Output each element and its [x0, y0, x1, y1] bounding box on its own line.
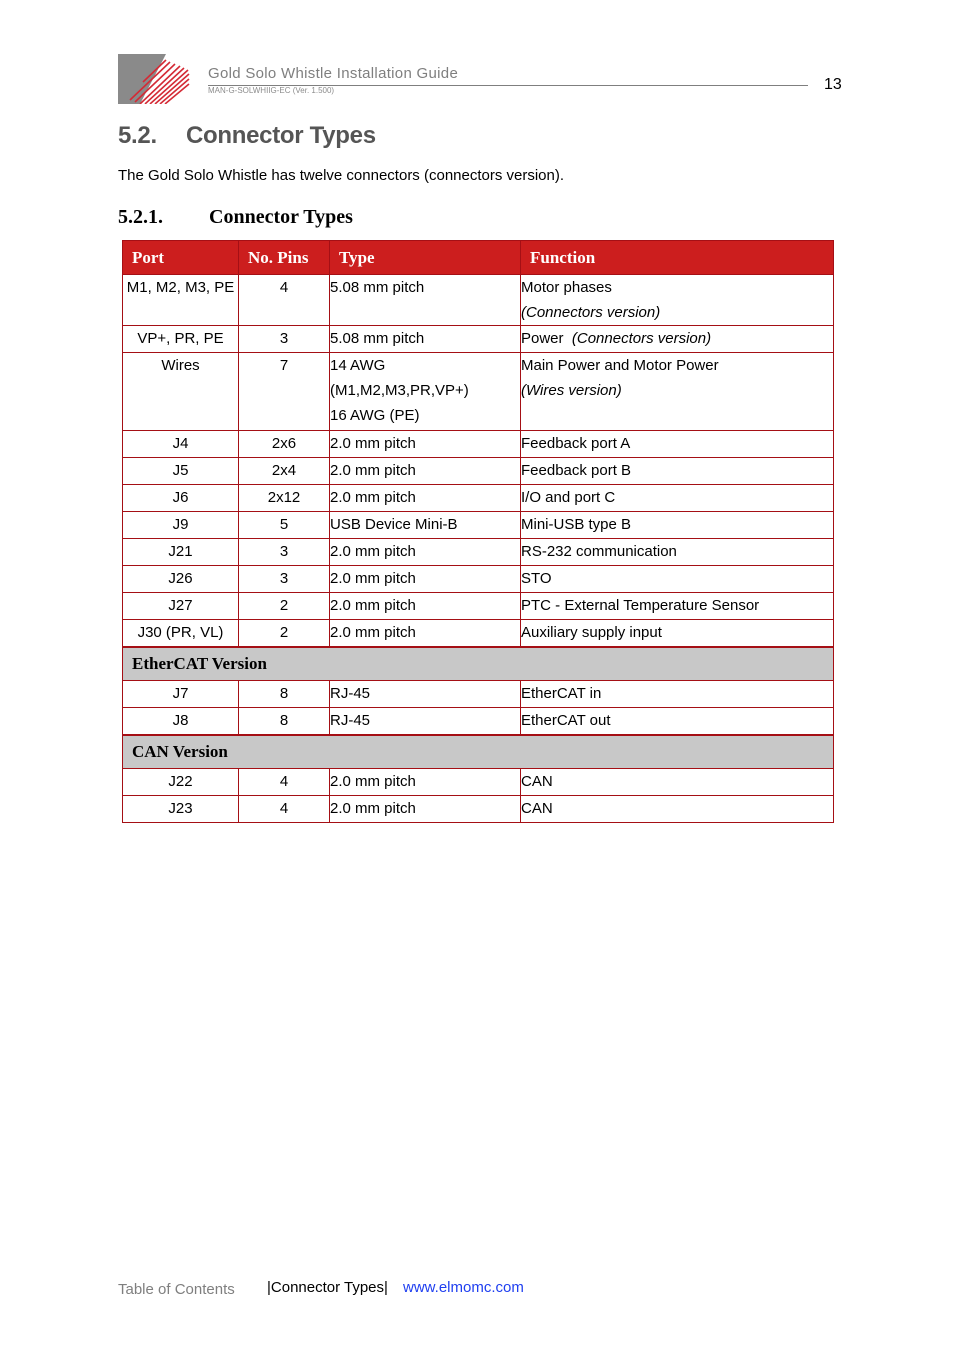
- cell-port: J7: [123, 681, 239, 708]
- cell-function: CAN: [521, 769, 834, 796]
- function-note: (Connectors version): [571, 330, 712, 347]
- type-line: 16 AWG (PE): [330, 407, 420, 424]
- cell-type: 2.0 mm pitch: [330, 431, 521, 458]
- cell-type: 2.0 mm pitch: [330, 485, 521, 512]
- section-number: 5.2.: [118, 122, 157, 149]
- cell-pins: 2x6: [239, 431, 330, 458]
- cell-function: Auxiliary supply input: [521, 620, 834, 648]
- cell-pins: 5: [239, 512, 330, 539]
- cell-function: [521, 275, 834, 326]
- table-row: [123, 566, 834, 593]
- cell-type: RJ-45: [330, 681, 521, 708]
- function-text: Power: [521, 330, 564, 347]
- column-header-function: Function: [521, 241, 834, 275]
- cell-function: CAN: [521, 796, 834, 823]
- cell-pins: 4: [239, 769, 330, 796]
- cell-port: J22: [123, 769, 239, 796]
- function-note: (Wires version): [521, 382, 622, 399]
- cell-port: J26: [123, 566, 239, 593]
- table-row: [123, 681, 834, 708]
- cell-pins: 2x4: [239, 458, 330, 485]
- cell-pins: 2: [239, 593, 330, 620]
- table-row: [123, 353, 834, 431]
- cell-type: 2.0 mm pitch: [330, 769, 521, 796]
- section-row-ethercat: [123, 647, 834, 681]
- cell-function: EtherCAT in: [521, 681, 834, 708]
- cell-pins: 2x12: [239, 485, 330, 512]
- cell-function: RS-232 communication: [521, 539, 834, 566]
- cell-function: Feedback port A: [521, 431, 834, 458]
- cell-type: 2.0 mm pitch: [330, 566, 521, 593]
- footer-website-link[interactable]: www.elmomc.com: [403, 1279, 524, 1296]
- cell-function: STO: [521, 566, 834, 593]
- cell-type: USB Device Mini-B: [330, 512, 521, 539]
- cell-port: J4: [123, 431, 239, 458]
- column-header-type: Type: [330, 241, 521, 275]
- cell-function: [521, 326, 834, 353]
- table-row: [123, 796, 834, 823]
- column-header-pins: No. Pins: [239, 241, 330, 275]
- table-row: [123, 539, 834, 566]
- cell-function: I/O and port C: [521, 485, 834, 512]
- cell-pins: 7: [239, 353, 330, 431]
- function-text: Main Power and Motor Power: [521, 357, 719, 374]
- cell-type: RJ-45: [330, 708, 521, 736]
- footer-toc-link[interactable]: Table of Contents: [118, 1281, 235, 1298]
- cell-pins: 3: [239, 326, 330, 353]
- table-row: [123, 620, 834, 648]
- cell-port: J23: [123, 796, 239, 823]
- section-row-can: [123, 735, 834, 769]
- table-row: [123, 708, 834, 736]
- cell-function: Mini-USB type B: [521, 512, 834, 539]
- cell-port: M1, M2, M3, PE: [123, 275, 239, 326]
- footer-section: |Connector Types|: [267, 1279, 388, 1296]
- cell-port: J21: [123, 539, 239, 566]
- subsection-number: 5.2.1.: [118, 206, 163, 228]
- header-doc-id: MAN-G-SOLWHIIG-EC (Ver. 1.500): [208, 86, 335, 95]
- table-row: [123, 431, 834, 458]
- function-note: (Connectors version): [521, 304, 661, 321]
- cell-port: VP+, PR, PE: [123, 326, 239, 353]
- section-label: EtherCAT Version: [123, 647, 834, 681]
- cell-type: 5.08 mm pitch: [330, 275, 521, 326]
- subsection-heading: [118, 206, 353, 229]
- function-text: Motor phases: [521, 279, 612, 296]
- cell-function: Feedback port B: [521, 458, 834, 485]
- cell-port: Wires: [123, 353, 239, 431]
- cell-type: 5.08 mm pitch: [330, 326, 521, 353]
- cell-type: 2.0 mm pitch: [330, 796, 521, 823]
- cell-port: J5: [123, 458, 239, 485]
- cell-pins: 3: [239, 539, 330, 566]
- cell-pins: 8: [239, 681, 330, 708]
- cell-type: 2.0 mm pitch: [330, 593, 521, 620]
- cell-pins: 4: [239, 796, 330, 823]
- cell-port: J30 (PR, VL): [123, 620, 239, 648]
- cell-port: J27: [123, 593, 239, 620]
- cell-port: J6: [123, 485, 239, 512]
- cell-type: 2.0 mm pitch: [330, 620, 521, 648]
- table-header-row: [123, 241, 834, 275]
- cell-type: [330, 353, 521, 431]
- type-line: 14 AWG: [330, 357, 386, 374]
- cell-port: J8: [123, 708, 239, 736]
- cell-type: 2.0 mm pitch: [330, 539, 521, 566]
- cell-pins: 2: [239, 620, 330, 648]
- cell-function: [521, 353, 834, 431]
- header-title: Gold Solo Whistle Installation Guide: [208, 65, 459, 82]
- cell-function: EtherCAT out: [521, 708, 834, 736]
- type-line: (M1,M2,M3,PR,VP+): [330, 382, 469, 399]
- table-row: [123, 593, 834, 620]
- table-row: [123, 769, 834, 796]
- cell-function: PTC - External Temperature Sensor: [521, 593, 834, 620]
- cell-port: J9: [123, 512, 239, 539]
- section-heading: [118, 122, 376, 150]
- cell-type: 2.0 mm pitch: [330, 458, 521, 485]
- subsection-title: Connector Types: [209, 206, 353, 228]
- table-row: [123, 326, 834, 353]
- table-row: [123, 458, 834, 485]
- section-title: Connector Types: [186, 122, 376, 149]
- elmo-logo: [118, 54, 190, 104]
- connector-table: [122, 240, 834, 823]
- column-header-port: Port: [123, 241, 239, 275]
- table-row: [123, 275, 834, 326]
- table-row: [123, 485, 834, 512]
- cell-pins: 3: [239, 566, 330, 593]
- section-label: CAN Version: [123, 735, 834, 769]
- cell-pins: 4: [239, 275, 330, 326]
- page-number: 13: [824, 76, 842, 93]
- cell-pins: 8: [239, 708, 330, 736]
- section-intro: The Gold Solo Whistle has twelve connectors (connectors version).: [118, 167, 565, 184]
- table-row: [123, 512, 834, 539]
